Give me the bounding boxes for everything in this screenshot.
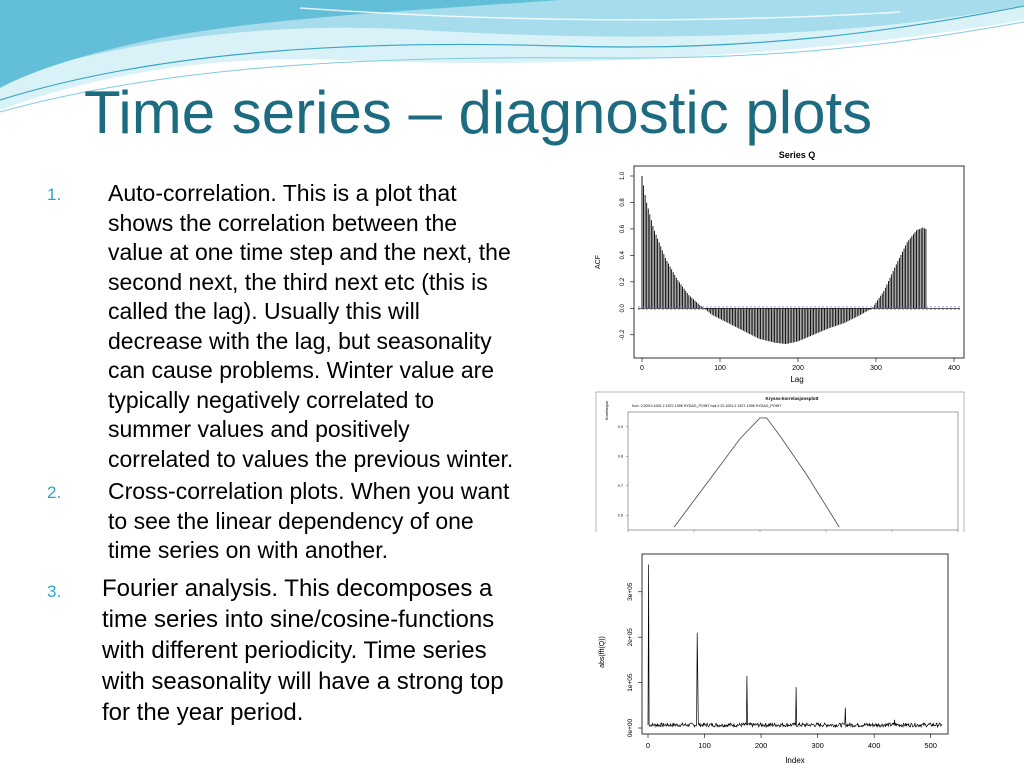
x-tick-label: 200 bbox=[754, 741, 768, 750]
plot-border bbox=[596, 392, 964, 542]
text-line: shows the correlation between the bbox=[108, 209, 458, 236]
xcf-series-line bbox=[674, 418, 839, 527]
text-line: with seasonality will have a strong top bbox=[102, 668, 504, 695]
text-line: decrease with the lag, but seasonality bbox=[108, 327, 492, 354]
chart-title: Krysss-korrelasjonsplott bbox=[765, 396, 819, 401]
text-line: Fourier analysis. This decomposes a bbox=[102, 575, 493, 602]
text-line: to see the linear dependency of one bbox=[108, 507, 474, 534]
text-line: for the year period. bbox=[102, 699, 304, 726]
x-axis-label: Index bbox=[785, 756, 805, 765]
fft-chart-panel bbox=[592, 532, 972, 766]
text-line: with different periodicity. Time series bbox=[102, 637, 487, 664]
text-line: Cross-correlation plots. When you want bbox=[108, 478, 510, 504]
y-tick-label: 0.0 bbox=[620, 304, 626, 313]
acf-chart-panel bbox=[592, 146, 976, 386]
y-tick-label: 0.6 bbox=[620, 224, 626, 234]
xcf-chart bbox=[592, 390, 972, 545]
y-tick-label: 0.7 bbox=[617, 483, 623, 488]
x-tick-label: 0 bbox=[640, 365, 644, 372]
list-number: 2. bbox=[47, 483, 62, 502]
list-number: 3. bbox=[47, 582, 62, 601]
list-number: 1. bbox=[47, 185, 62, 204]
text-line: can cause problems. Winter value are bbox=[108, 357, 495, 383]
list-item-text bbox=[108, 179, 513, 474]
text-line: second next, the third next etc (this is bbox=[108, 268, 488, 295]
text-line: time series on with another. bbox=[108, 537, 388, 563]
xcf-chart-panel bbox=[592, 390, 972, 545]
y-axis-label: abs(fft(Q)) bbox=[599, 636, 606, 668]
y-tick-label: 0.8 bbox=[617, 454, 623, 459]
text-line: time series into sine/cosine-functions bbox=[102, 606, 495, 633]
x-tick-label: 500 bbox=[924, 741, 937, 750]
x-tick-label: 400 bbox=[867, 741, 881, 750]
y-tick-label: 0.2 bbox=[620, 277, 626, 287]
plot-frame bbox=[634, 166, 964, 358]
chart-subtitle: Korr. 2.009.0.1001.2 1927-1998 HYDAG_POINT mot 2.22.1001.2 1927-1998 HYDAG_POINT bbox=[632, 404, 782, 408]
text-line: value at one time step and the next, the bbox=[108, 239, 511, 265]
y-tick-label: 0.8 bbox=[620, 198, 626, 207]
y-axis-label: ACF bbox=[595, 255, 602, 269]
x-tick-label: 200 bbox=[792, 365, 804, 372]
fft-chart bbox=[592, 532, 972, 766]
y-tick-label: -0.2 bbox=[620, 329, 626, 340]
text-line: correlated to values the previous winter. bbox=[108, 445, 514, 472]
x-tick-label: 100 bbox=[714, 365, 726, 372]
acf-bars bbox=[642, 176, 926, 344]
text-line: called the lag). Usually this will bbox=[108, 298, 420, 324]
x-tick-label: 100 bbox=[698, 741, 711, 750]
y-tick-label: 0.6 bbox=[617, 513, 623, 518]
fft-series-line bbox=[648, 565, 942, 727]
list-item-text bbox=[102, 573, 504, 728]
plot-frame bbox=[628, 412, 958, 530]
y-tick-label: 0.9 bbox=[617, 424, 623, 429]
chart-title: Series Q bbox=[778, 150, 816, 160]
text-line: summer values and positively bbox=[108, 416, 410, 442]
text-line: typically negatively correlated to bbox=[108, 386, 434, 413]
x-tick-label: 400 bbox=[948, 365, 960, 372]
y-tick-label: 0e+00 bbox=[627, 718, 634, 738]
list-item-text bbox=[108, 477, 509, 566]
text-line: Auto-correlation. This is a plot that bbox=[108, 180, 457, 206]
slide-title: Time series – diagnostic plots bbox=[84, 79, 873, 146]
y-tick-label: 0.4 bbox=[620, 251, 626, 260]
y-tick-label: 1e+05 bbox=[627, 673, 634, 692]
y-tick-label: 2e+05 bbox=[627, 628, 634, 647]
plot-frame bbox=[642, 554, 948, 734]
acf-chart bbox=[592, 146, 976, 386]
x-tick-label: 300 bbox=[870, 365, 882, 372]
y-axis-label: Korrelasjon bbox=[605, 400, 609, 420]
y-tick-label: 3e+05 bbox=[627, 582, 634, 601]
y-tick-label: 1.0 bbox=[620, 171, 626, 181]
x-tick-label: 0 bbox=[645, 741, 651, 750]
xcf-axes bbox=[618, 425, 960, 537]
x-axis-label: Lag bbox=[790, 375, 804, 384]
x-tick-label: 300 bbox=[811, 741, 824, 750]
